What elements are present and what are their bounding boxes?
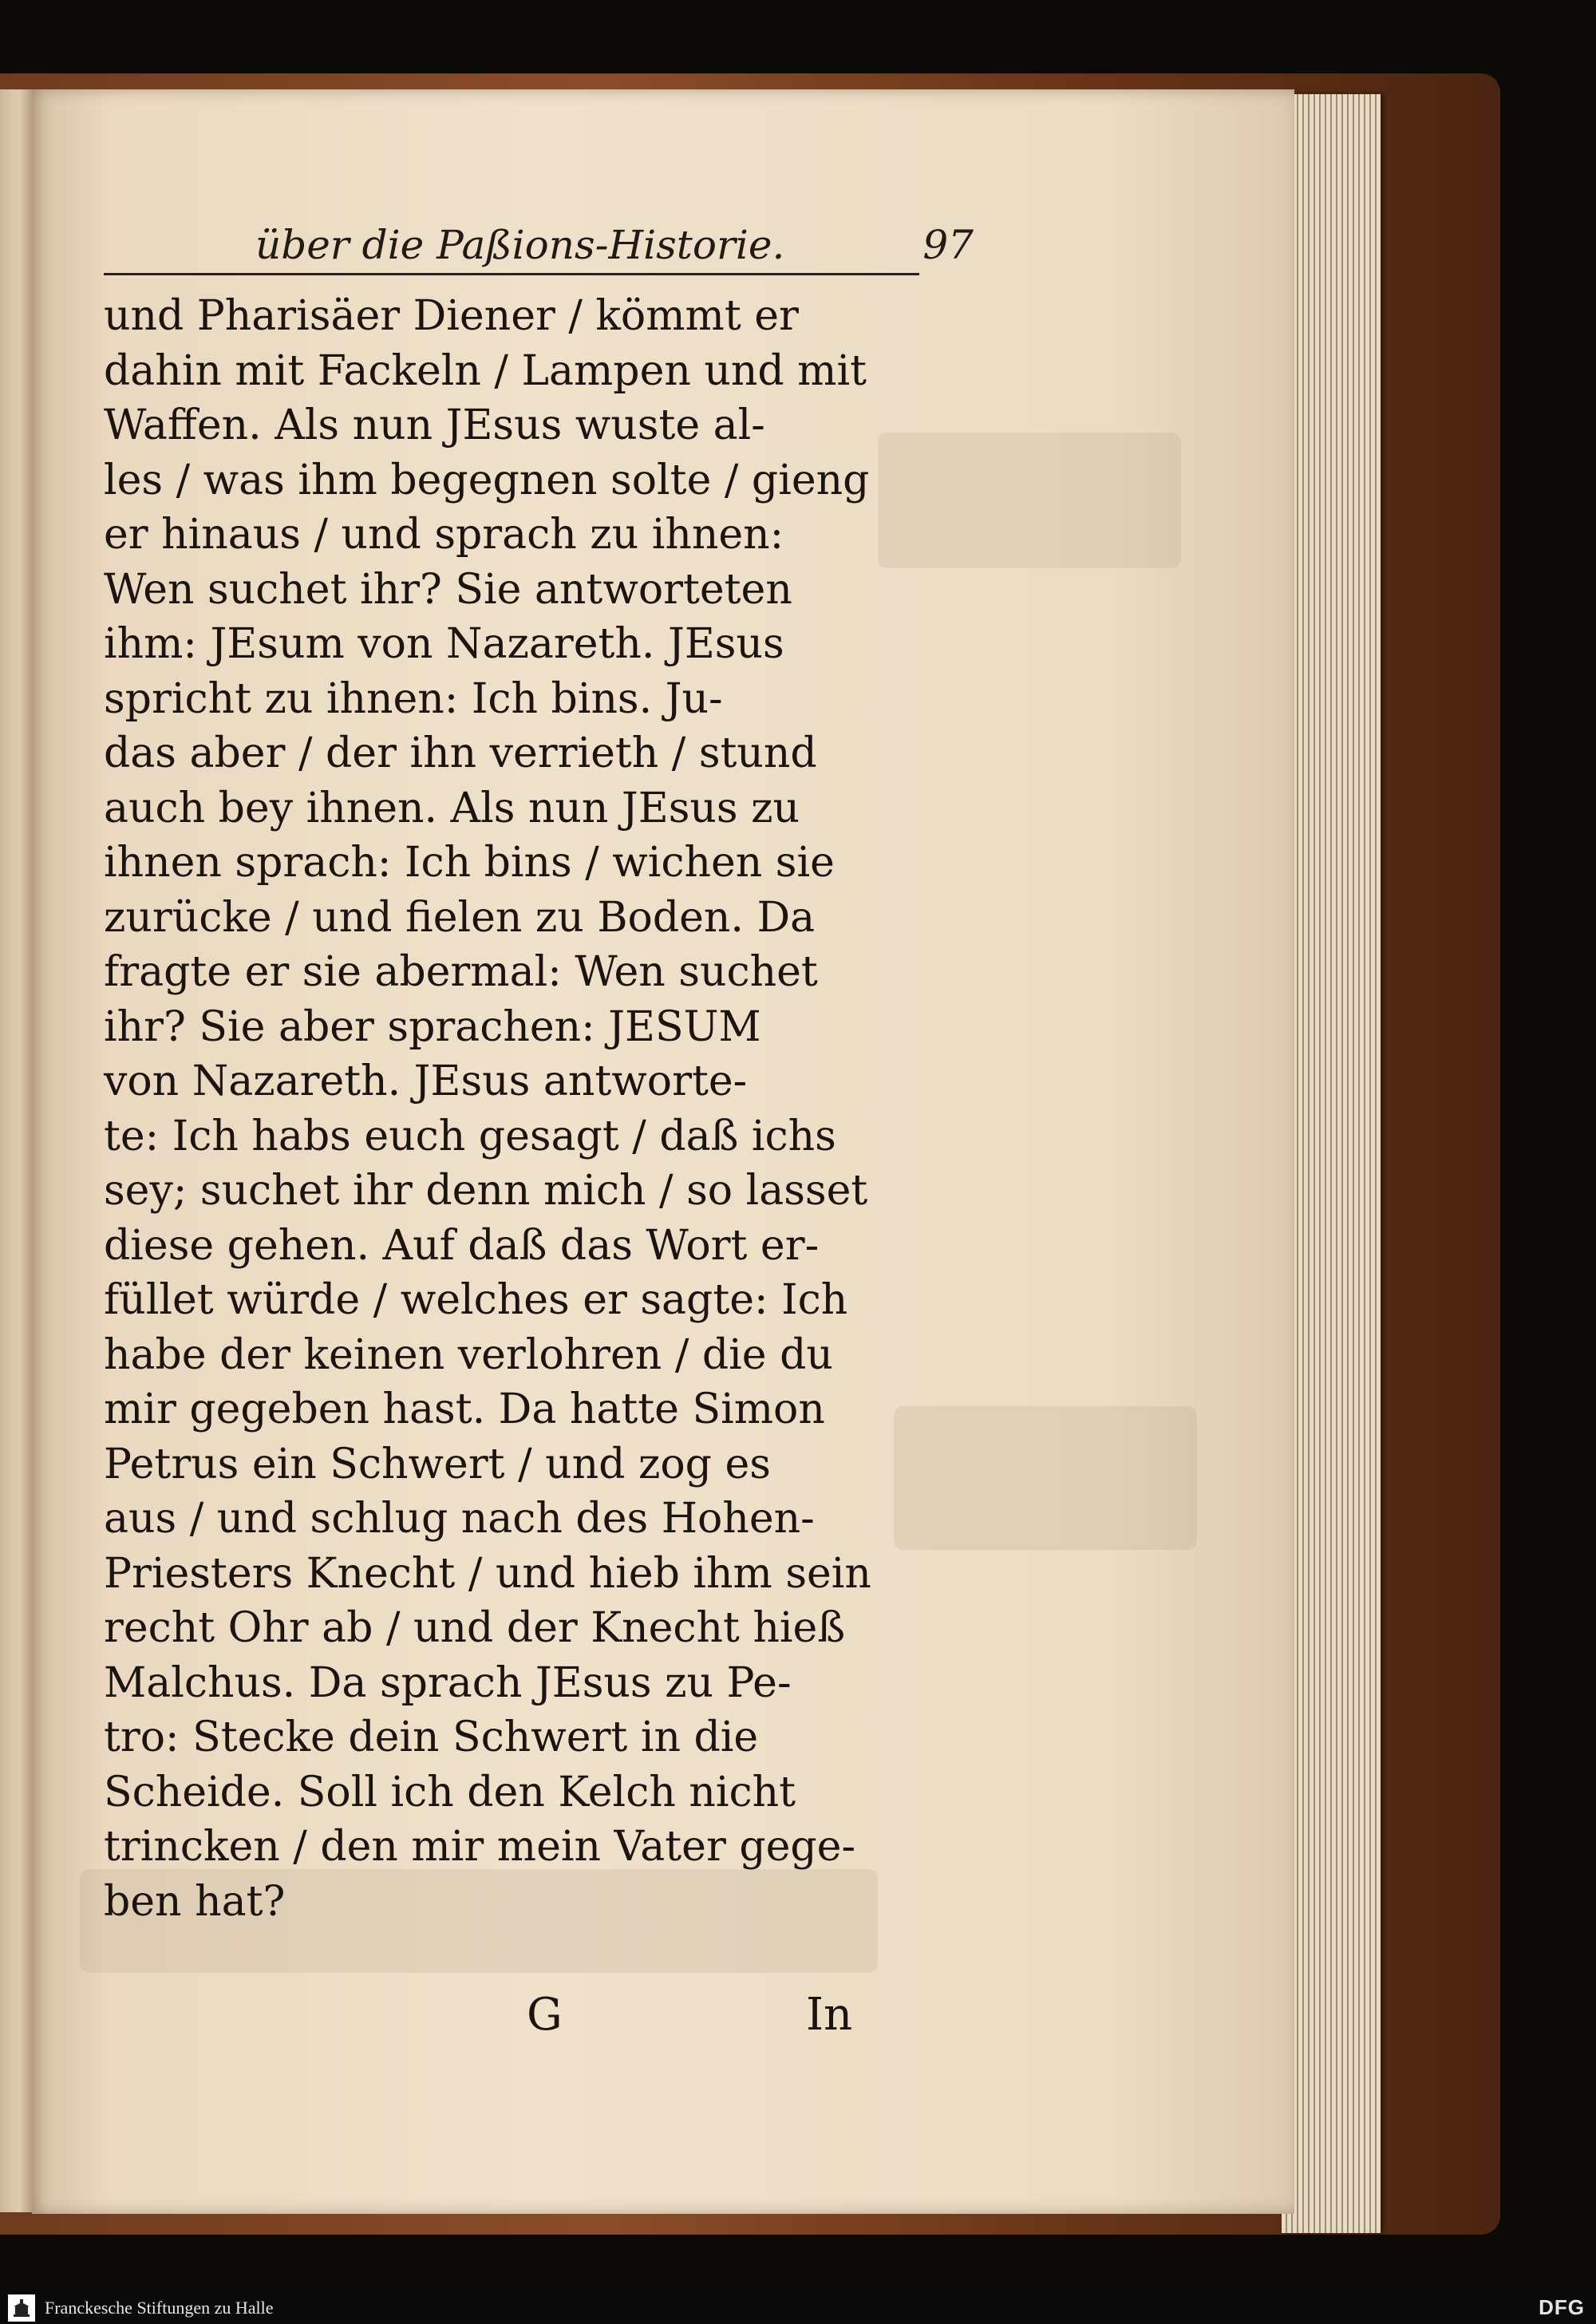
text-line: Malchus. Da sprach JEsus zu Pe- (104, 1658, 792, 1707)
running-head (255, 209, 974, 281)
signature-mark: G (527, 1989, 563, 2041)
text-line: habe der keinen verlohren / die du (104, 1330, 833, 1379)
text-line: ben hat? (104, 1877, 286, 1926)
book-page (32, 89, 1294, 2214)
text-line: dahin mit Fackeln / Lampen und mit (104, 346, 867, 395)
text-line: tro: Stecke dein Schwert in die (104, 1713, 759, 1761)
dfg-logo: DFG (1539, 2295, 1585, 2319)
text-line: und Pharisäer Diener / kömmt er (104, 292, 799, 340)
text-line: aus / und schlug nach des Hohen- (104, 1495, 815, 1543)
text-line: Petrus ein Schwert / und zog es (104, 1440, 771, 1488)
footer-bar (0, 2292, 1596, 2324)
text-line: zurücke / und fielen zu Boden. Da (104, 893, 816, 942)
text-line: Scheide. Soll ich den Kelch nicht (104, 1768, 796, 1816)
show-through-marginal-note (894, 1406, 1197, 1550)
text-line: ihm: JEsum von Nazareth. JEsus (104, 620, 784, 668)
page-body-text (104, 289, 926, 1929)
text-line: mir gegeben hast. Da hatte Simon (104, 1385, 825, 1433)
text-line: diese gehen. Auf daß das Wort er- (104, 1221, 820, 1270)
text-line: trincken / den mir mein Vater gege- (104, 1823, 856, 1871)
text-line: er hinaus / und sprach zu ihnen: (104, 511, 784, 559)
text-line: fragte er sie abermal: Wen suchet (104, 948, 818, 996)
text-line: te: Ich habs euch gesagt / daß ichs (104, 1112, 836, 1160)
running-head-title: über die Paßions-Historie. (255, 222, 785, 268)
text-line: Priesters Knecht / und hieb ihm sein (104, 1549, 871, 1598)
page-block-edges (1282, 94, 1381, 2233)
text-line: spricht zu ihnen: Ich bins. Ju- (104, 674, 723, 723)
text-line: Wen suchet ihr? Sie antworteten (104, 565, 792, 614)
institution-name: Franckesche Stiftungen zu Halle (45, 2298, 274, 2318)
text-line: Waffen. Als nun JEsus wuste al- (104, 401, 765, 449)
text-line: von Nazareth. JEsus antworte- (104, 1057, 748, 1105)
text-line: das aber / der ihn verrieth / stund (104, 729, 817, 777)
text-line: füllet würde / welches er sagte: Ich (104, 1276, 848, 1324)
header-rule (104, 273, 919, 275)
text-line: les / was ihm begegnen solte / gieng (104, 456, 870, 504)
text-line: recht Ohr ab / und der Knecht hieß (104, 1604, 846, 1652)
text-line: ihnen sprach: Ich bins / wichen sie (104, 839, 835, 887)
text-line: auch bey ihnen. Als nun JEsus zu (104, 784, 800, 832)
catchword: In (806, 1989, 853, 2041)
institution-logo-icon (8, 2294, 35, 2322)
text-line: ihr? Sie aber sprachen: JESUM (104, 1002, 761, 1051)
facing-page-edge (0, 89, 32, 2212)
page-number: 97 (922, 222, 974, 268)
text-line: sey; suchet ihr denn mich / so lasset (104, 1167, 868, 1215)
